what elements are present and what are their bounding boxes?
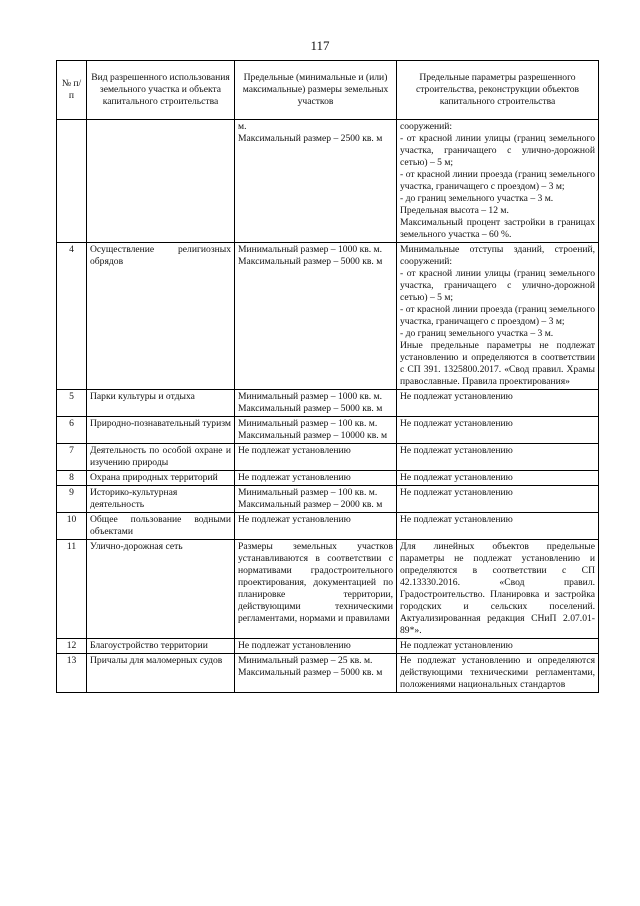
row-number: 11 xyxy=(57,540,87,639)
plot-size-line: Минимальный размер – 25 кв. м. xyxy=(238,655,373,666)
plot-size-cell xyxy=(235,540,397,639)
plot-size-cell xyxy=(235,120,397,243)
header-plot-size: Предельные (минимальные и (или) максимальные) размеры земельных участков xyxy=(235,61,397,120)
table-row xyxy=(57,444,599,471)
building-params-line: Не подлежат установлению и определяются действующими техническими регламентами, положениями национальных стандартов xyxy=(400,655,595,690)
plot-size-line: Не подлежат установлению xyxy=(238,514,351,525)
building-params-line: сооружений: xyxy=(400,121,453,132)
table-row xyxy=(57,486,599,513)
use-type-cell: Природно-познавательный туризм xyxy=(87,417,235,444)
plot-size-line: Минимальный размер – 100 кв. м. xyxy=(238,487,378,498)
table-row xyxy=(57,390,599,417)
use-type-cell xyxy=(87,120,235,243)
building-params-line: - от красной линии проезда (границ земельного участка, граничащего с проездом) – 3 м; xyxy=(400,169,595,192)
building-params-line: Предельная высота – 12 м. xyxy=(400,205,509,216)
building-params-line: Не подлежат установлению xyxy=(400,445,513,456)
building-params-line: - от красной линии проезда (границ земельного участка, граничащего с проездом) – 3 м; xyxy=(400,304,595,327)
table-row xyxy=(57,120,599,243)
use-type-cell: Благоустройство территории xyxy=(87,639,235,654)
use-type-cell: Парки культуры и отдыха xyxy=(87,390,235,417)
plot-size-line: Минимальный размер – 1000 кв. м. xyxy=(238,391,383,402)
building-params-cell xyxy=(397,471,599,486)
building-params-line: Для линейных объектов предельные параметры не подлежат установлению и определяются в соответствии с СП 42.13330.2016. «Свод правил. Градостроительство. Планировка и застройка городских и сельских поселений. Актуализированная редакция СНиП 2.07.01-89*». xyxy=(400,541,595,636)
building-params-cell xyxy=(397,654,599,693)
use-type-cell: Осуществление религиозных обрядов xyxy=(87,243,235,390)
plot-size-cell xyxy=(235,243,397,390)
plot-size-line: Максимальный размер – 5000 кв. м xyxy=(238,256,383,267)
plot-size-line: Максимальный размер – 10000 кв. м xyxy=(238,430,388,441)
plot-size-cell xyxy=(235,444,397,471)
building-params-line: Не подлежат установлению xyxy=(400,514,513,525)
header-use-type: Вид разрешенного использования земельного участка и объекта капитального строительства xyxy=(87,61,235,120)
table-row xyxy=(57,513,599,540)
plot-size-cell xyxy=(235,417,397,444)
plot-size-line: Максимальный размер – 5000 кв. м xyxy=(238,403,383,414)
building-params-line: - от красной линии улицы (границ земельного участка, граничащего с улично-дорожной сетью) – 5 м; xyxy=(400,268,595,303)
plot-size-line: Максимальный размер – 2000 кв. м xyxy=(238,499,383,510)
building-params-cell xyxy=(397,444,599,471)
row-number: 10 xyxy=(57,513,87,540)
building-params-line: Не подлежат установлению xyxy=(400,640,513,651)
building-params-cell xyxy=(397,120,599,243)
table-row xyxy=(57,654,599,693)
row-number xyxy=(57,120,87,243)
row-number: 4 xyxy=(57,243,87,390)
building-params-line: Иные предельные параметры не подлежат установлению и определяются в соответствии с СП 391. 1325800.2017. «Свод правил. Храмы православные. Правила проектирования» xyxy=(400,340,595,387)
plot-size-cell xyxy=(235,471,397,486)
use-type-cell: Историко-культурная деятельность xyxy=(87,486,235,513)
building-params-line: Максимальный процент застройки в границах земельного участка – 60 %. xyxy=(400,217,595,240)
building-params-line: - до границ земельного участка – 3 м. xyxy=(400,193,554,204)
building-params-line: - от красной линии улицы (границ земельного участка, граничащего с улично-дорожной сетью) – 5 м; xyxy=(400,133,595,168)
building-params-cell xyxy=(397,486,599,513)
use-type-cell: Общее пользование водными объектами xyxy=(87,513,235,540)
table-row xyxy=(57,417,599,444)
plot-size-line: Не подлежат установлению xyxy=(238,472,351,483)
building-params-line: Не подлежат установлению xyxy=(400,487,513,498)
plot-size-cell xyxy=(235,654,397,693)
table-header-row xyxy=(57,61,599,120)
plot-size-line: Максимальный размер – 2500 кв. м xyxy=(238,133,383,144)
row-number: 5 xyxy=(57,390,87,417)
use-type-cell: Охрана природных территорий xyxy=(87,471,235,486)
table-row xyxy=(57,243,599,390)
table-row xyxy=(57,471,599,486)
building-params-cell xyxy=(397,540,599,639)
row-number: 8 xyxy=(57,471,87,486)
building-params-line: Не подлежат установлению xyxy=(400,472,513,483)
building-params-cell xyxy=(397,417,599,444)
building-params-line: Не подлежат установлению xyxy=(400,418,513,429)
plot-size-cell xyxy=(235,639,397,654)
building-params-cell xyxy=(397,513,599,540)
plot-size-cell xyxy=(235,513,397,540)
row-number: 12 xyxy=(57,639,87,654)
building-params-cell xyxy=(397,390,599,417)
plot-size-cell xyxy=(235,390,397,417)
plot-size-line: Максимальный размер – 5000 кв. м xyxy=(238,667,383,678)
row-number: 9 xyxy=(57,486,87,513)
plot-size-line: Минимальный размер – 1000 кв. м. xyxy=(238,244,383,255)
plot-size-line: Минимальный размер – 100 кв. м. xyxy=(238,418,378,429)
building-params-line: Минимальные отступы зданий, строений, сооружений: xyxy=(400,244,595,267)
plot-size-line: Не подлежат установлению xyxy=(238,445,351,456)
header-num: № п/п xyxy=(57,61,87,120)
table-row xyxy=(57,540,599,639)
building-params-cell xyxy=(397,243,599,390)
plot-size-line: Размеры земельных участков устанавливаются в соответствии с нормативами градостроительного проектирования, документацией по планировке территории, действующими техническими регламентами, нормами и правилами xyxy=(238,541,393,624)
plot-size-line: м. xyxy=(238,121,247,132)
plot-size-cell xyxy=(235,486,397,513)
table-row xyxy=(57,639,599,654)
row-number: 6 xyxy=(57,417,87,444)
header-building-params: Предельные параметры разрешенного строительства, реконструкции объектов капитального строительства xyxy=(397,61,599,120)
plot-size-line: Не подлежат установлению xyxy=(238,640,351,651)
row-number: 13 xyxy=(57,654,87,693)
zoning-parameters-table xyxy=(56,60,599,693)
use-type-cell: Деятельность по особой охране и изучению природы xyxy=(87,444,235,471)
building-params-cell xyxy=(397,639,599,654)
use-type-cell: Улично-дорожная сеть xyxy=(87,540,235,639)
building-params-line: Не подлежат установлению xyxy=(400,391,513,402)
use-type-cell: Причалы для маломерных судов xyxy=(87,654,235,693)
row-number: 7 xyxy=(57,444,87,471)
building-params-line: - до границ земельного участка – 3 м. xyxy=(400,328,554,339)
page-number: 117 xyxy=(310,38,330,53)
